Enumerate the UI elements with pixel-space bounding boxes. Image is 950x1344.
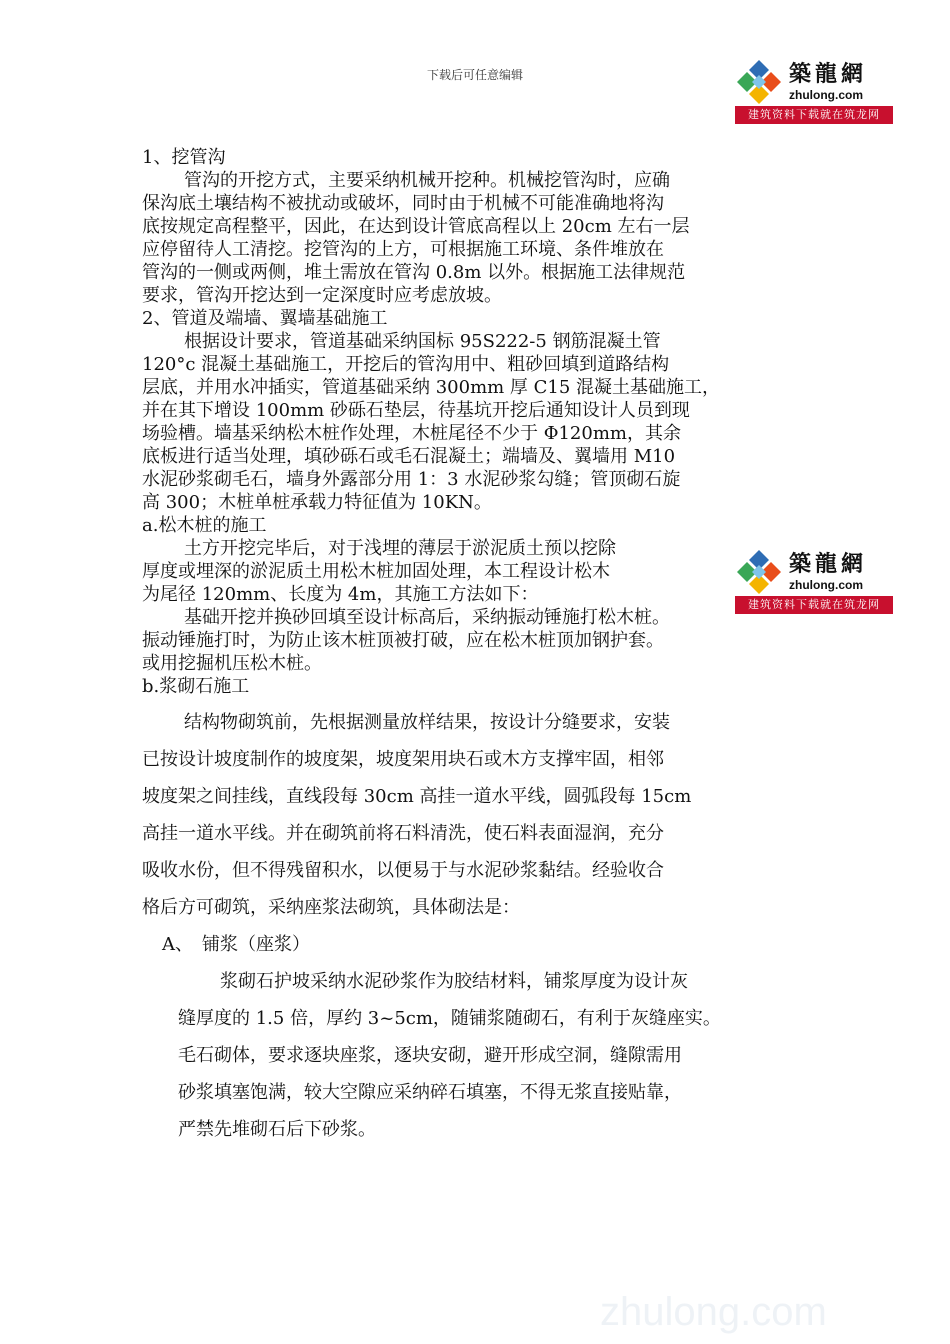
- paragraph-line: 水泥砂浆砌毛石，墙身外露部分用 1：3 水泥砂浆勾缝；管顶砌石旋: [142, 469, 681, 490]
- header-note: 下载后可任意编辑: [426, 68, 523, 82]
- paragraph-line: 保沟底土壤结构不被扰动或破坏，同时由于机械不可能准确地将沟: [142, 193, 664, 214]
- paragraph-line: 厚度或埋深的淤泥质土用松木桩加固处理，本工程设计松木: [142, 561, 610, 582]
- logo-name-cn: 築龍網: [789, 61, 868, 87]
- paragraph-line: 应停留待人工清挖。挖管沟的上方，可根据施工环境、条件堆放在: [142, 239, 664, 260]
- subsection-heading: A、 铺浆（座浆）: [162, 934, 310, 955]
- paragraph-line: 振动锤施打时，为防止该木桩顶被打破，应在松木桩顶加钢护套。: [142, 630, 664, 651]
- paragraph-line: 要求，管沟开挖达到一定深度时应考虑放坡。: [142, 285, 502, 306]
- paragraph-line: 为尾径 120mm、长度为 4m，其施工方法如下：: [142, 584, 539, 605]
- paragraph-line: 毛石砌体，要求逐块座浆，逐块安砌，避开形成空洞，缝隙需用: [178, 1045, 682, 1066]
- paragraph-line: 场验槽。墙基采纳松木桩作处理，木桩尾径不少于 Φ120mm，其余: [142, 423, 681, 444]
- paragraph-line: 底板进行适当处理，填砂砾石或毛石混凝土；端墙及、翼墙用 M10: [142, 446, 676, 467]
- section-heading: 2、管道及端墙、翼墙基础施工: [142, 308, 388, 329]
- paragraph-line: 根据设计要求，管道基础采纳国标 95S222-5 钢筋混凝土管: [184, 331, 661, 352]
- paragraph-line: 格后方可砌筑，采纳座浆法砌筑，具体砌法是：: [142, 897, 520, 918]
- paragraph-line: 管沟的一侧或两侧，堆土需放在管沟 0.8m 以外。根据施工法律规范: [142, 262, 686, 283]
- paragraph-line: 缝厚度的 1.5 倍，厚约 3~5cm，随铺浆随砌石，有利于灰缝座实。: [178, 1008, 721, 1029]
- logo-name-en: zhulong.com: [789, 578, 863, 592]
- paragraph-line: 严禁先堆砌石后下砂浆。: [178, 1119, 376, 1140]
- document-body: [142, 146, 822, 1148]
- logo-name-en: zhulong.com: [789, 88, 863, 102]
- paragraph-line: 高挂一道水平线。并在砌筑前将石料清洗，使石料表面湿润，充分: [142, 823, 664, 844]
- logo-slogan: 建筑资料下载就在筑龙网: [735, 596, 893, 614]
- paragraph-line: 高 300；木桩单桩承载力特征值为 10KN。: [142, 492, 492, 513]
- zhulong-logo: [735, 58, 893, 126]
- zhulong-diamond-icon: [735, 58, 783, 106]
- paragraph-line: 基础开挖并换砂回填至设计标高后，采纳振动锤施打松木桩。: [184, 607, 670, 628]
- paragraph-line: 已按设计坡度制作的坡度架，坡度架用块石或木方支撑牢固，相邻: [142, 749, 664, 770]
- paragraph-line: 并在其下增设 100mm 砂砾石垫层，待基坑开挖后通知设计人员到现: [142, 400, 690, 421]
- paragraph-line: 浆砌石护坡采纳水泥砂浆作为胶结材料，铺浆厚度为设计灰: [220, 971, 688, 992]
- paragraph-line: 结构物砌筑前，先根据测量放样结果，按设计分缝要求，安装: [184, 712, 670, 733]
- paragraph-line: 120°c 混凝土基础施工，开挖后的管沟用中、粗砂回填到道路结构: [142, 354, 670, 375]
- paragraph-line: 坡度架之间挂线，直线段每 30cm 高挂一道水平线，圆弧段每 15cm: [142, 786, 692, 807]
- subsection-heading: a.松木桩的施工: [142, 515, 267, 536]
- logo-slogan: 建筑资料下载就在筑龙网: [735, 106, 893, 124]
- paragraph-line: 底按规定高程整平，因此，在达到设计管底高程以上 20cm 左右一层: [142, 216, 690, 237]
- section-heading: 1、挖管沟: [142, 147, 226, 168]
- paragraph-line: 或用挖掘机压松木桩。: [142, 653, 322, 674]
- footer-watermark: zhulong.com: [600, 1290, 827, 1334]
- paragraph-line: 土方开挖完毕后，对于浅埋的薄层于淤泥质土预以挖除: [184, 538, 616, 559]
- logo-name-cn: 築龍網: [789, 551, 868, 577]
- paragraph-line: 吸收水份，但不得残留积水，以便易于与水泥砂浆黏结。经验收合: [142, 860, 664, 881]
- paragraph-line: 砂浆填塞饱满，较大空隙应采纳碎石填塞，不得无浆直接贴靠，: [178, 1082, 682, 1103]
- paragraph-line: 管沟的开挖方式，主要采纳机械开挖种。机械挖管沟时，应确: [184, 170, 670, 191]
- paragraph-line: 层底，并用水冲插实，管道基础采纳 300mm 厚 C15 混凝土基础施工，: [142, 377, 721, 398]
- subsection-heading: b.浆砌石施工: [142, 676, 250, 697]
